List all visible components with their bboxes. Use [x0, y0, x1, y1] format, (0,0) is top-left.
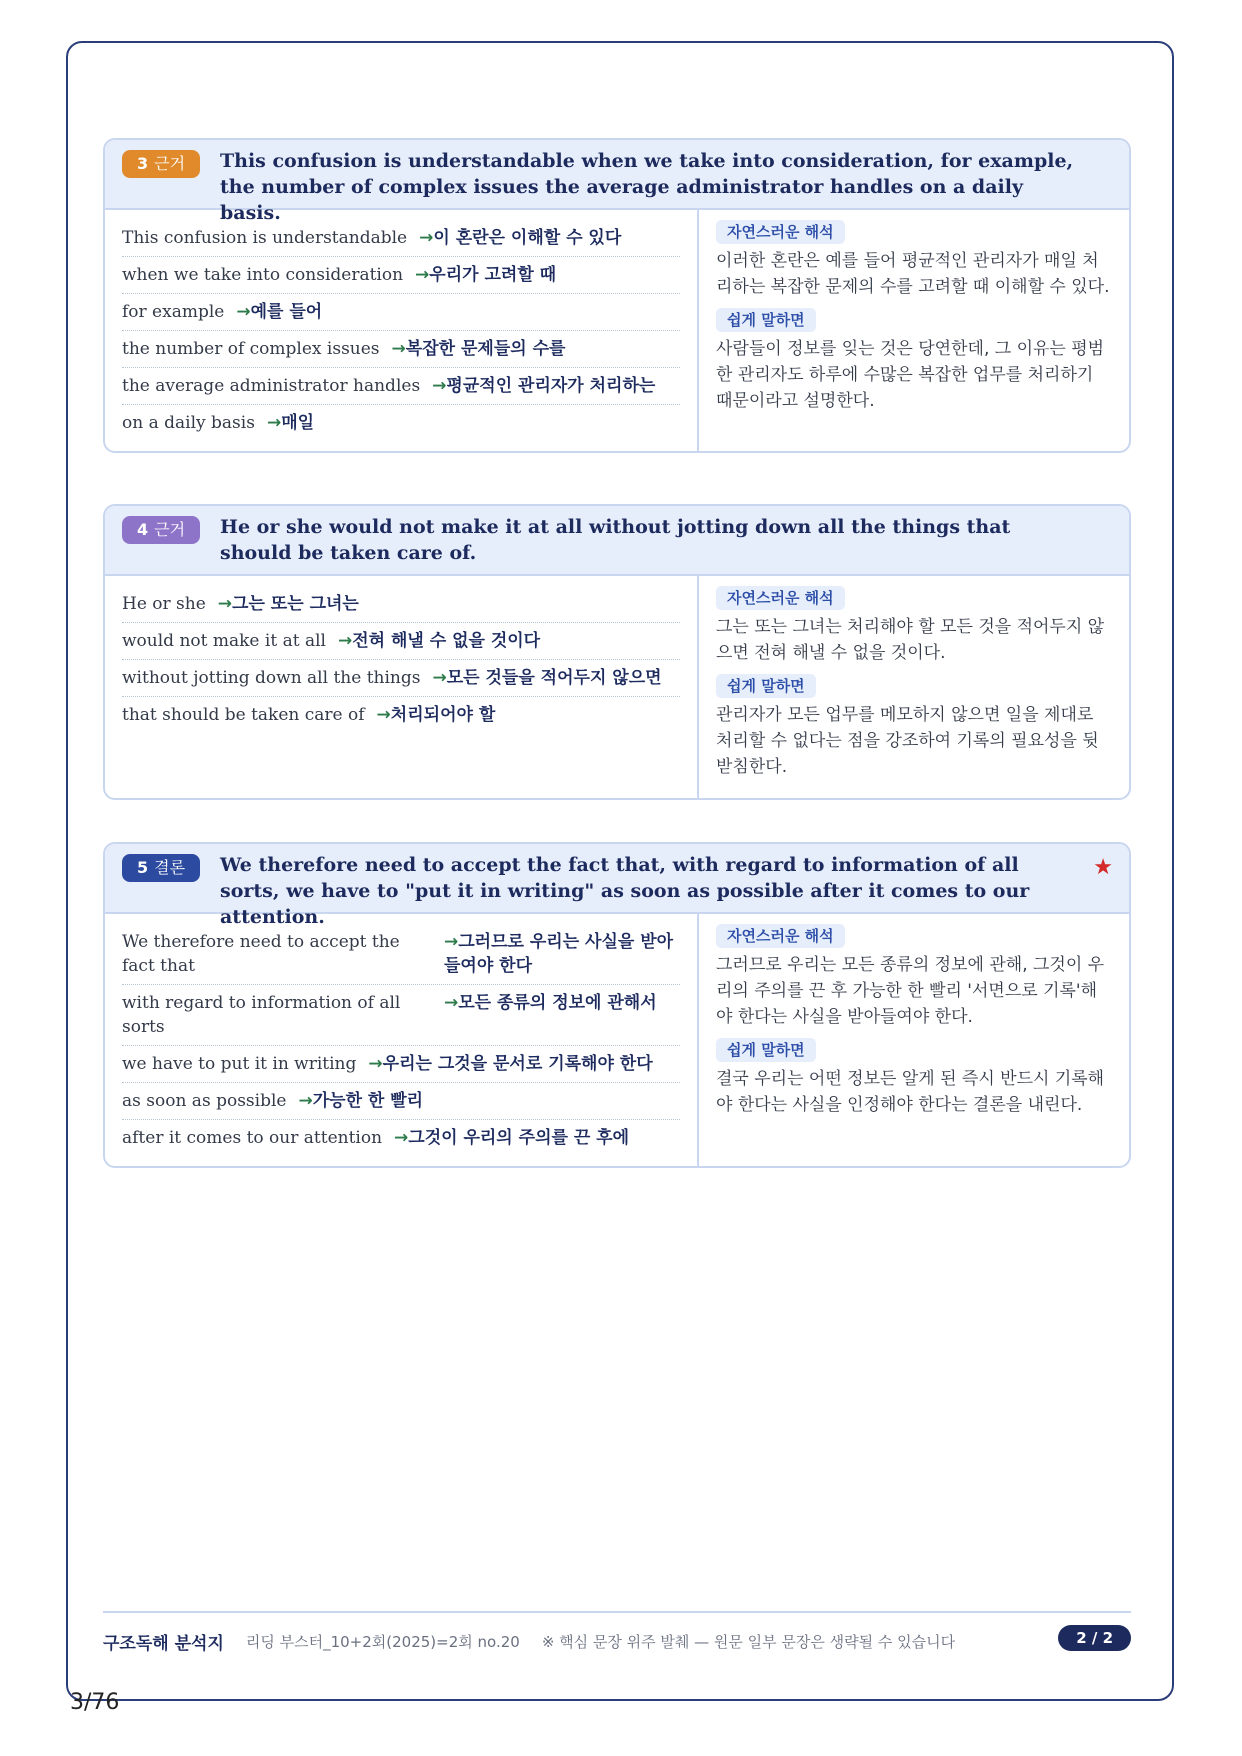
section-header: [105, 140, 1129, 224]
chunk-row: [122, 1083, 680, 1120]
section-badge: [122, 150, 200, 178]
chunk-row: [122, 985, 680, 1046]
key-sentence: We therefore need to accept the fact that, with regard to information of all sorts, we have to "put it in writing" as soon as possible after it comes to our attention.: [220, 854, 1030, 928]
star-icon: ★: [1093, 855, 1113, 880]
natural-translation: 그는 또는 그녀는 처리해야 할 모든 것을 적어두지 않으면 전혀 해낼 수 없을 것이다.: [716, 617, 1105, 663]
translation-panel: [699, 576, 1129, 798]
chunk-korean: [394, 1126, 629, 1150]
chunk-korean: [338, 629, 540, 653]
chunk-korean: [218, 592, 359, 616]
chunk-korean-text: 매일: [281, 413, 315, 433]
arrow-icon: →: [217, 594, 233, 614]
chunk-row: [122, 623, 680, 660]
chunk-korean: [377, 703, 496, 727]
translation-panel: [699, 914, 1129, 1166]
arrow-icon: →: [419, 228, 434, 248]
arrow-icon: →: [432, 668, 447, 688]
badge-tag: 근거: [154, 520, 186, 539]
natural-translation-label: 자연스러운 해석: [716, 586, 845, 610]
arrow-icon: →: [415, 265, 430, 285]
chunk-english: We therefore need to accept the fact that: [122, 932, 400, 976]
section-badge: [122, 854, 200, 882]
document-page-counter: 3/76: [70, 1690, 120, 1715]
chunk-english: He or she: [122, 594, 206, 614]
chunk-korean: [415, 263, 556, 287]
translation-panel: [699, 210, 1129, 451]
section-evidence-3: [103, 138, 1131, 453]
chunk-row: [122, 405, 680, 441]
arrow-icon: →: [376, 705, 391, 725]
arrow-icon: →: [368, 1054, 383, 1074]
natural-translation: 이러한 혼란은 예를 들어 평균적인 관리자가 매일 처리하는 복잡한 문제의 수를 고려할 때 이해할 수 있다.: [716, 251, 1110, 297]
section-header: [105, 844, 1129, 928]
chunk-korean: [444, 930, 680, 978]
chunk-english: without jotting down all the things: [122, 668, 421, 688]
chunk-korean-text: 이 혼란은 이해할 수 있다: [433, 228, 622, 248]
chunk-english: the number of complex issues: [122, 339, 380, 359]
chunk-row: [122, 1046, 680, 1083]
natural-translation: 그러므로 우리는 모든 종류의 정보에 관해, 그것이 우리의 주의를 끈 후 가능한 한 빨리 '서면으로 기록'해야 한다는 사실을 받아들여야 한다.: [716, 955, 1105, 1027]
key-sentence: He or she would not make it at all without jotting down all the things that should be taken care of.: [220, 516, 1011, 564]
chunk-row: [122, 368, 680, 405]
chunk-korean: [298, 1089, 423, 1113]
chunk-korean-text: 모든 것들을 적어두지 않으면: [446, 668, 662, 688]
chunk-english: This confusion is understandable: [122, 228, 408, 248]
chunk-korean: [236, 300, 322, 324]
chunk-korean-text: 우리는 그것을 문서로 기록해야 한다: [382, 1054, 653, 1074]
chunk-korean-text: 모든 종류의 정보에 관해서: [458, 993, 657, 1013]
chunk-korean: [432, 374, 655, 398]
chunk-korean-text: 평균적인 관리자가 처리하는: [446, 376, 656, 396]
simple-summary-label: 쉽게 말하면: [716, 1038, 816, 1062]
chunk-korean: [444, 991, 657, 1039]
arrow-icon: →: [266, 413, 282, 433]
arrow-icon: →: [298, 1091, 313, 1111]
chunk-korean: [392, 337, 566, 361]
chunk-row: [122, 331, 680, 368]
simple-summary-label: 쉽게 말하면: [716, 674, 816, 698]
section-evidence-4: [103, 504, 1131, 800]
badge-number: 4: [137, 520, 149, 539]
chunk-list: [105, 576, 699, 798]
chunk-korean: [432, 666, 661, 690]
chunk-row: [122, 697, 680, 733]
arrow-icon: →: [444, 932, 459, 952]
badge-number: 5: [137, 858, 149, 877]
chunk-row: [122, 257, 680, 294]
page-indicator: 2 / 2: [1058, 1625, 1131, 1651]
arrow-icon: →: [432, 376, 447, 396]
simple-summary: 결국 우리는 어떤 정보든 알게 된 즉시 반드시 기록해야 한다는 사실을 인정해야 한다는 결론을 내린다.: [716, 1069, 1105, 1115]
chunk-korean-text: 처리되어야 할: [390, 705, 496, 725]
section-conclusion-5: [103, 842, 1131, 1168]
section-header: [105, 506, 1129, 576]
chunk-english: we have to put it in writing: [122, 1054, 357, 1074]
key-sentence: This confusion is understandable when we take into consideration, for example, the number of complex issues the average administrator handles on a daily basis.: [220, 150, 1074, 224]
footer-source: 리딩 부스터_10+2회(2025)=2회 no.20: [245, 1632, 520, 1651]
badge-number: 3: [137, 154, 149, 173]
chunk-korean-text: 그것이 우리의 주의를 끈 후에: [408, 1128, 630, 1148]
chunk-korean-text: 그는 또는 그녀는: [232, 594, 359, 614]
chunk-list: [105, 914, 699, 1166]
arrow-icon: →: [236, 302, 251, 322]
chunk-english: on a daily basis: [122, 413, 255, 433]
chunk-korean: [368, 1052, 652, 1076]
chunk-english: with regard to information of all sorts: [122, 993, 401, 1037]
chunk-korean-text: 우리가 고려할 때: [429, 265, 557, 285]
footer-brand: 구조독해 분석지: [103, 1633, 224, 1654]
chunk-english: when we take into consideration: [122, 265, 404, 285]
section-body: [105, 576, 1129, 798]
chunk-english: the average administrator handles: [122, 376, 421, 396]
chunk-korean-text: 예를 들어: [250, 302, 323, 322]
natural-translation-label: 자연스러운 해석: [716, 924, 845, 948]
natural-translation-label: 자연스러운 해석: [716, 220, 845, 244]
arrow-icon: →: [337, 631, 353, 651]
footer-note: ※ 핵심 문장 위주 발췌 — 원문 일부 문장은 생략될 수 있습니다: [541, 1632, 956, 1651]
arrow-icon: →: [394, 1128, 409, 1148]
chunk-row: [122, 586, 680, 623]
chunk-korean-text: 가능한 한 빨리: [312, 1091, 424, 1111]
section-body: [105, 210, 1129, 451]
simple-summary: 관리자가 모든 업무를 메모하지 않으면 일을 제대로 처리할 수 없다는 점을 강조하여 기록의 필요성을 뒷받침한다.: [716, 705, 1099, 777]
chunk-english: as soon as possible: [122, 1091, 287, 1111]
badge-tag: 근거: [154, 154, 186, 173]
chunk-list: [105, 210, 699, 451]
arrow-icon: →: [391, 339, 406, 359]
simple-summary: 사람들이 정보를 잊는 것은 당연한데, 그 이유는 평범한 관리자도 하루에 수많은 복잡한 업무를 처리하기 때문이라고 설명한다.: [716, 339, 1105, 411]
simple-summary-label: 쉽게 말하면: [716, 308, 816, 332]
chunk-korean: [267, 411, 314, 435]
chunk-korean: [419, 226, 621, 250]
section-body: [105, 914, 1129, 1166]
chunk-korean-text: 전혀 해낼 수 없을 것이다: [352, 631, 541, 651]
chunk-english: for example: [122, 302, 225, 322]
chunk-korean-text: 복잡한 문제들의 수를: [405, 339, 566, 359]
chunk-row: [122, 294, 680, 331]
chunk-row: [122, 924, 680, 985]
section-badge: [122, 516, 200, 544]
chunk-row: [122, 1120, 680, 1156]
chunk-english: would not make it at all: [122, 631, 326, 651]
badge-tag: 결론: [154, 858, 186, 877]
page-footer: [103, 1611, 1131, 1659]
chunk-row: [122, 660, 680, 697]
arrow-icon: →: [444, 993, 459, 1013]
chunk-english: that should be taken care of: [122, 705, 365, 725]
chunk-english: after it comes to our attention: [122, 1128, 383, 1148]
chunk-korean-text: 그러므로 우리는 사실을 받아들여야 한다: [444, 932, 674, 976]
